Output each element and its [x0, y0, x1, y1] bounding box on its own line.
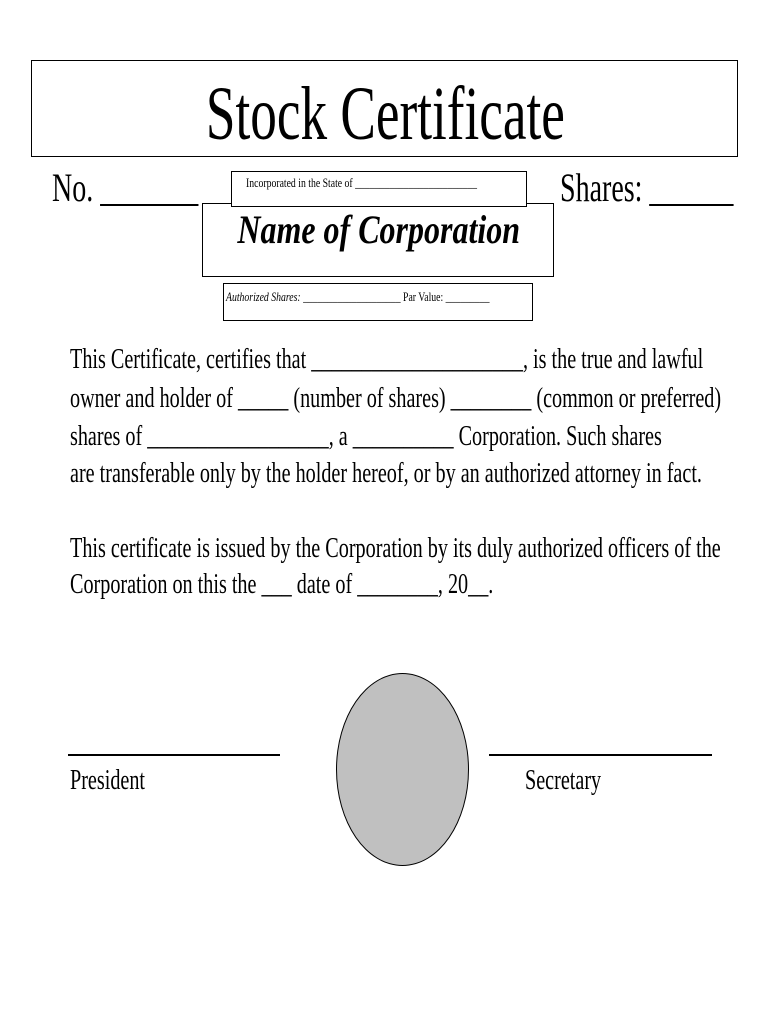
par-value-text: Par Value: _________ [403, 289, 490, 304]
body-line: shares of __________________, a __________ Corporation. Such shares [70, 421, 662, 452]
body-line: This Certificate, certifies that _____________________, is the true and lawful [70, 344, 704, 375]
certificate-number-field: No. _______ [52, 165, 199, 210]
incorporation-state-text: Incorporated in the State of _________________________ [246, 175, 477, 190]
body-line: Corporation on this the ___ date of ________, 20__. [70, 569, 494, 600]
president-label: President [70, 765, 146, 796]
secretary-label: Secretary [525, 765, 602, 796]
corporation-name: Name of Corporation [237, 207, 521, 252]
authorized-shares-blank: ____________________ [300, 289, 404, 304]
body-line: owner and holder of _____ (number of shares) ________ (common or preferred) [70, 383, 722, 414]
authorized-shares-label: Authorized Shares: [226, 289, 301, 304]
body-line: This certificate is issued by the Corporation by its duly authorized officers of the [70, 533, 721, 564]
president-signature-line [68, 754, 280, 756]
shares-count-field: Shares: ______ [560, 165, 734, 210]
certificate-title: Stock Certificate [205, 72, 565, 156]
secretary-signature-line [489, 754, 712, 756]
corporate-seal [336, 673, 469, 866]
body-line: are transferable only by the holder hereof, or by an authorized attorney in fact. [70, 458, 702, 489]
authorized-shares-text [226, 289, 577, 305]
